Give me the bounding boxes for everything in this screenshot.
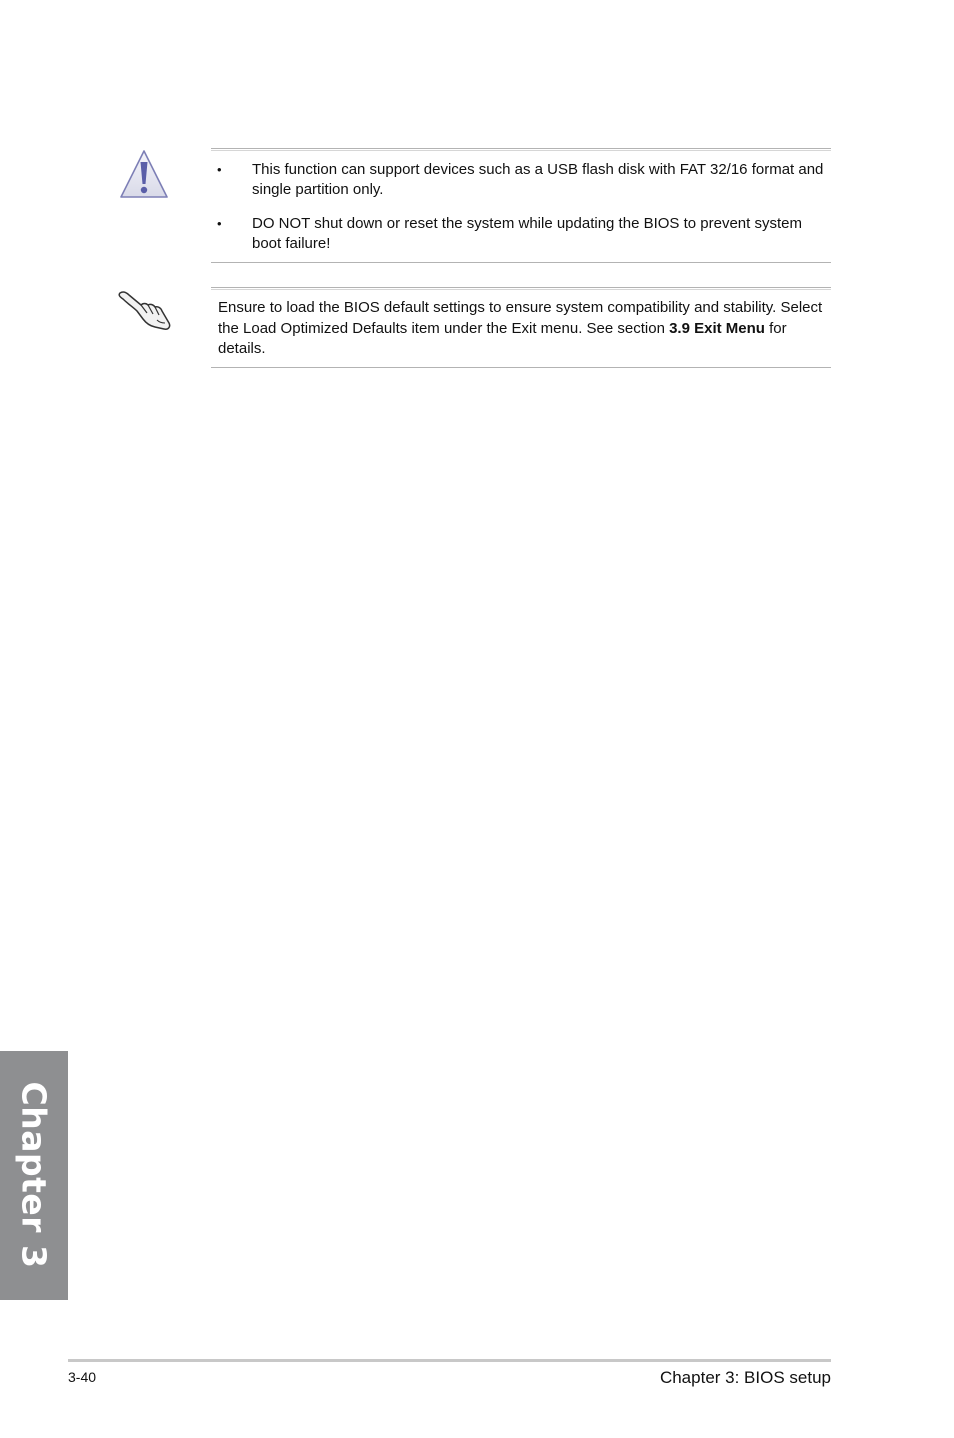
chapter-tab-label: Chapter 3 <box>14 1081 54 1269</box>
bullet: • <box>217 216 222 231</box>
page-number: 3-40 <box>68 1369 97 1385</box>
footer-divider <box>68 1359 831 1362</box>
note-text-part: Ensure to load the BIOS default settings to ensure system compatibility and stability. Select the Load Optimized Defaults item under the Exit menu. See section <box>218 299 823 337</box>
note-text <box>218 298 830 360</box>
warning-triangle-icon <box>118 148 170 200</box>
section-reference: 3.9 Exit Menu <box>669 319 765 337</box>
bullet: • <box>217 162 222 177</box>
note-text-part: for details. <box>218 319 787 357</box>
caution-item-text: DO NOT shut down or reset the system while updating the BIOS to prevent system boot failure! <box>252 215 802 252</box>
pointing-hand-icon <box>117 287 173 331</box>
note-box <box>211 287 831 368</box>
caution-box <box>211 148 831 263</box>
chapter-side-tab <box>0 1051 68 1300</box>
footer-chapter-title: Chapter 3: BIOS setup <box>659 1368 831 1387</box>
caution-item-text: This function can support devices such as a USB flash disk with FAT 32/16 format and single partition only. <box>252 161 824 198</box>
